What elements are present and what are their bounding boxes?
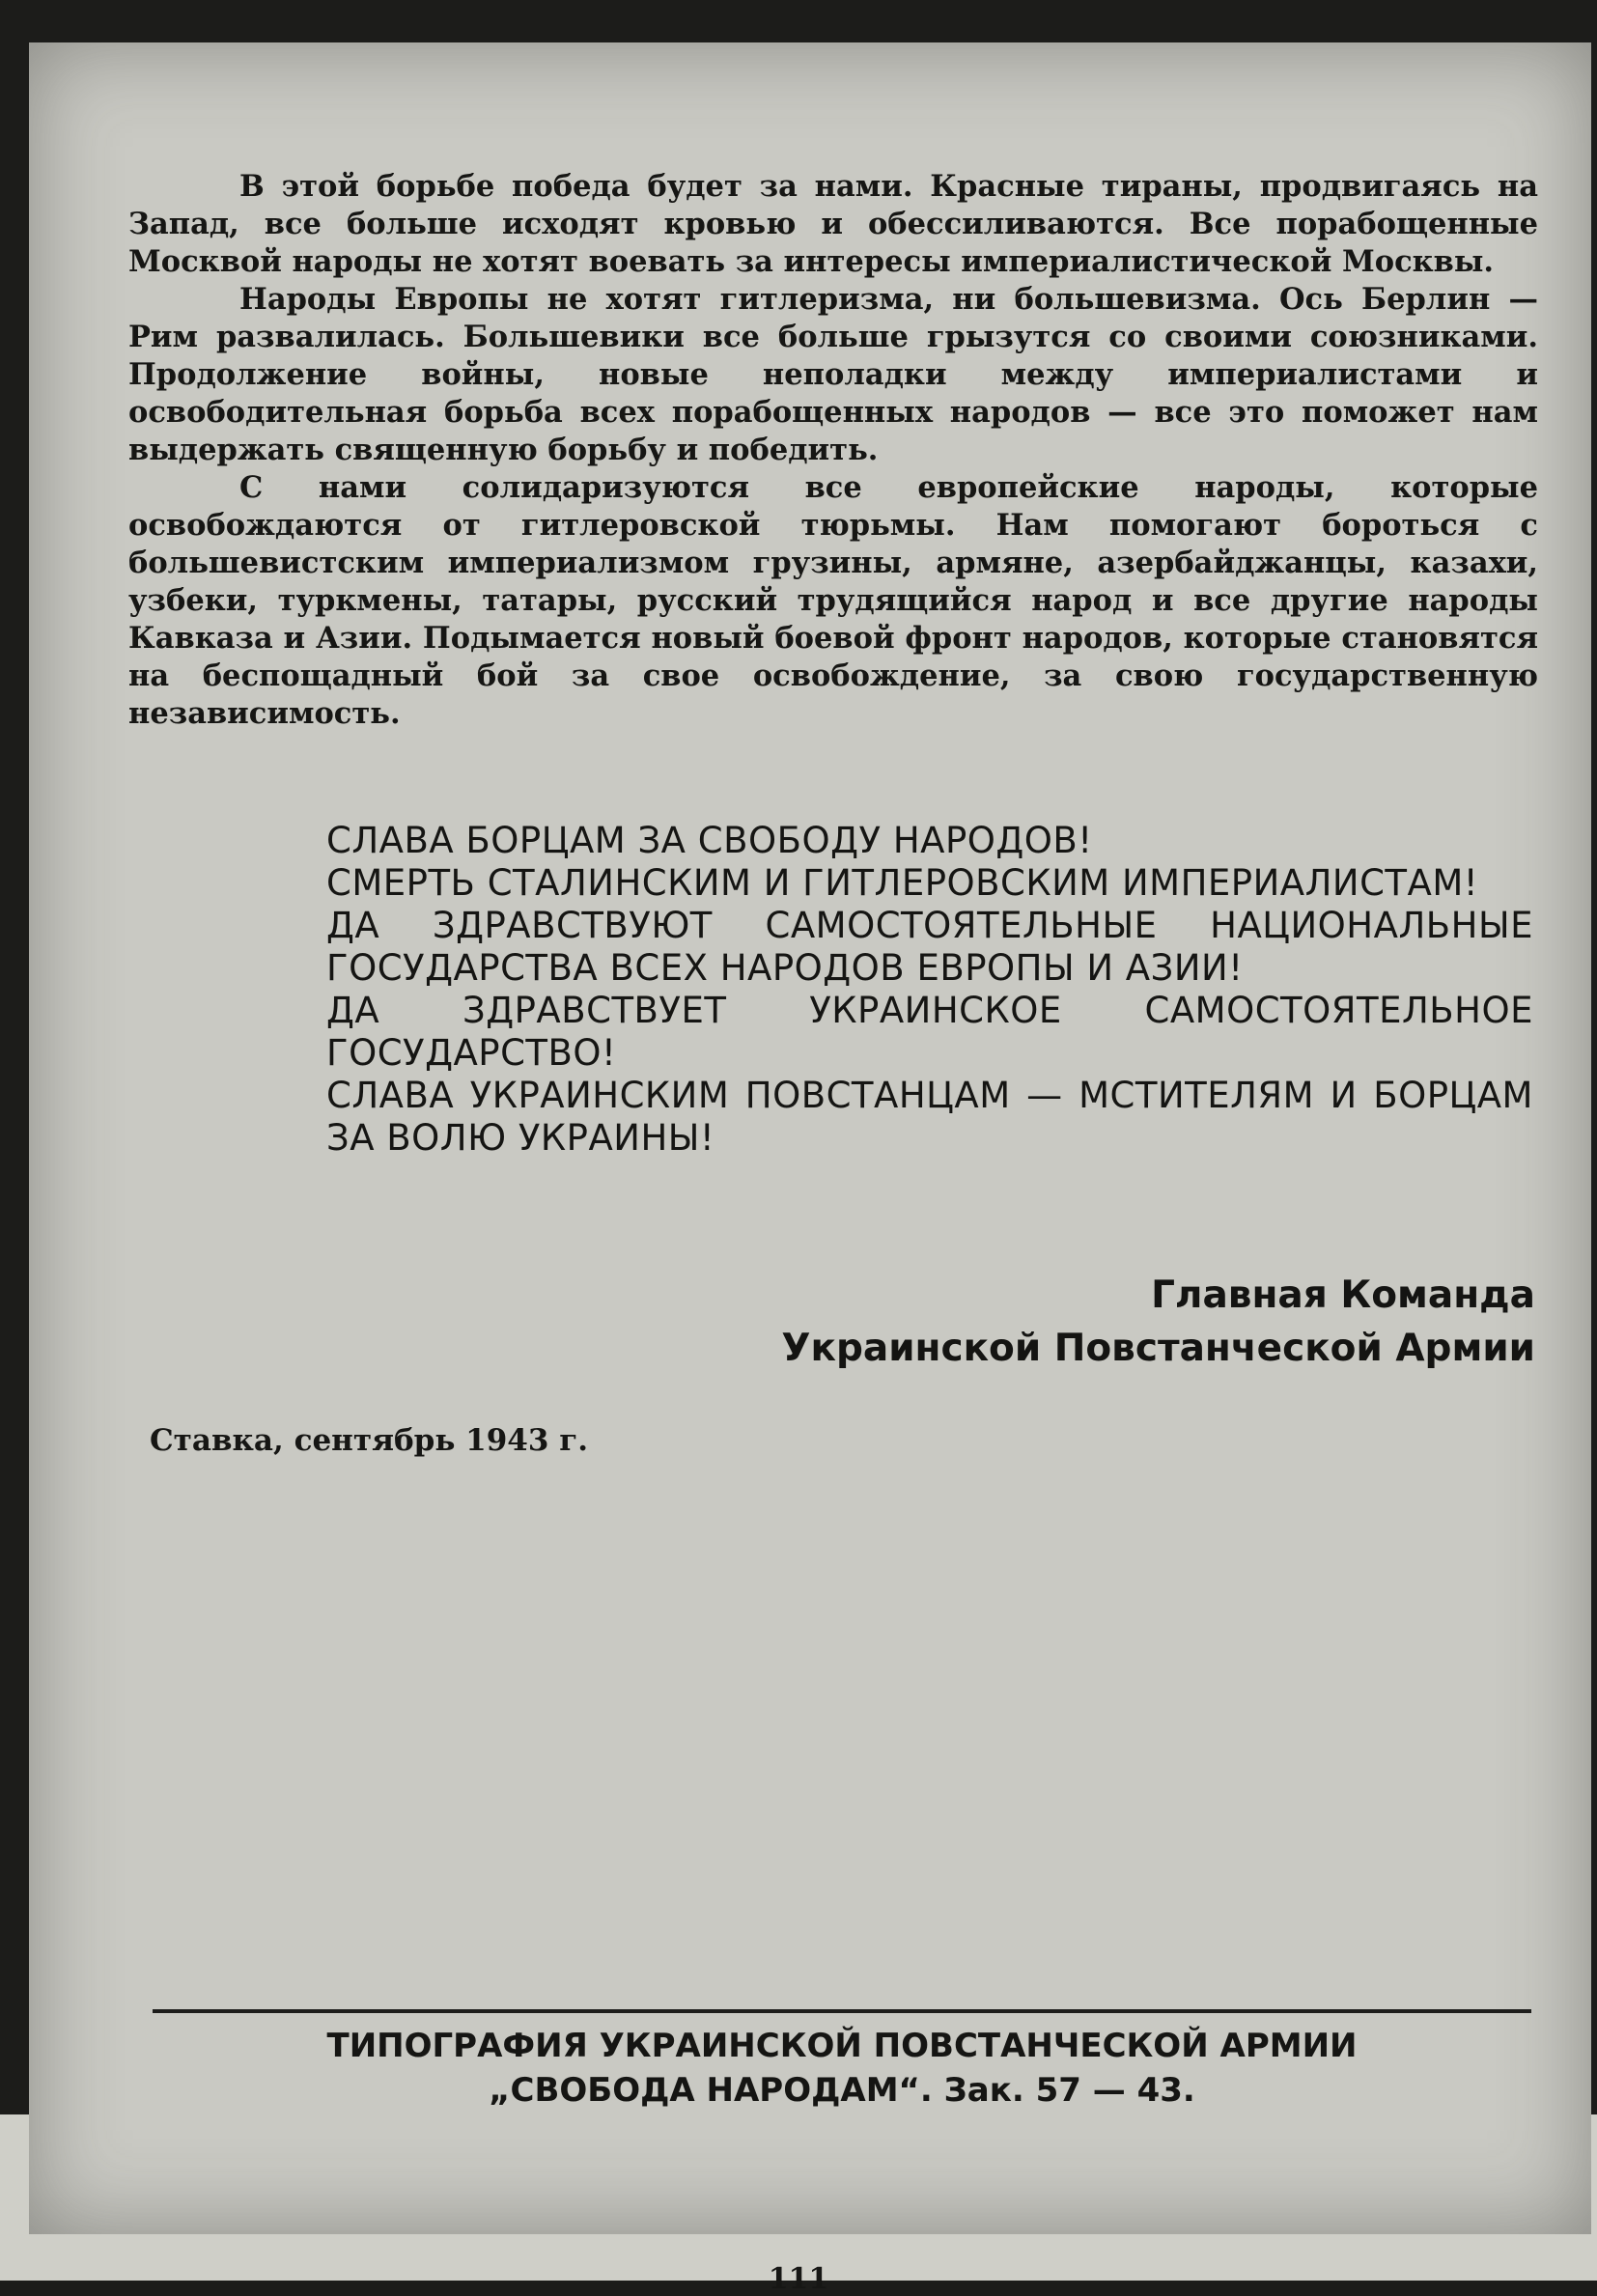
body-text <box>128 168 1538 733</box>
signature-line: Главная Команда <box>1151 1274 1535 1317</box>
printer-imprint <box>153 2024 1531 2113</box>
paragraph: В этой борьбе победа будет за нами. Красные тираны, продвигаясь на Запад, все больше исходят кровью и обессиливаются. Все порабощенные Москвой народы не хотят воевать за интересы империалистической Москвы. <box>128 169 1538 279</box>
slogan: СМЕРТЬ СТАЛИНСКИМ И ГИТЛЕРОВСКИМ ИМПЕРИАЛИСТАМ! <box>326 862 1479 904</box>
slogan: ДА ЗДРАВСТВУЮТ САМОСТОЯТЕЛЬНЫЕ НАЦИОНАЛЬНЫЕ ГОСУДАРСТВА ВСЕХ НАРОДОВ ЕВРОПЫ И АЗИИ! <box>326 905 1533 989</box>
page-number: 111 <box>768 2262 829 2296</box>
signature-line: Украинской Повстанческой Армии <box>781 1327 1535 1370</box>
divider-rule <box>153 2009 1531 2013</box>
slogan: СЛАВА БОРЦАМ ЗА СВОБОДУ НАРОДОВ! <box>326 820 1093 861</box>
slogan: ДА ЗДРАВСТВУЕТ УКРАИНСКОЕ САМОСТОЯТЕЛЬНОЕ ГОСУДАРСТВО! <box>326 990 1533 1074</box>
imprint-line: ТИПОГРАФИЯ УКРАИНСКОЙ ПОВСТАНЧЕСКОЙ АРМИИ <box>326 2027 1358 2065</box>
place-and-date: Ставка, сентябрь 1943 г. <box>150 1423 589 1458</box>
slogan: СЛАВА УКРАИНСКИМ ПОВСТАНЦАМ — МСТИТЕЛЯМ И БОРЦАМ ЗА ВОЛЮ УКРАИНЫ! <box>326 1075 1533 1159</box>
signature-block <box>415 1269 1535 1375</box>
slogans-block <box>326 820 1533 1160</box>
paragraph: Народы Европы не хотят гитлеризма, ни большевизма. Ось Берлин — Рим развалилась. Большевики все больше грызутся со своими союзниками. Продолжение войны, новые неполадки между империалистами и освободительная борьба всех порабощенных народов — все это поможет нам выдержать священную борьбу и победить. <box>128 282 1538 467</box>
imprint-line: „СВОБОДА НАРОДАМ“. Зак. 57 — 43. <box>489 2071 1195 2110</box>
paragraph: С нами солидаризуются все европейские народы, которые освобождаются от гитлеровской тюрьмы. Нам помогают бороться с большевистским империализмом грузины, армяне, азербайджанцы, казахи, узбеки, туркмены, татары, русский трудящийся народ и все другие народы Кавказа и Азии. Подымается новый боевой фронт народов, которые становятся на беспощадный бой за свое освобождение, за свою государственную независимость. <box>128 470 1538 731</box>
document-page <box>29 42 1591 2234</box>
